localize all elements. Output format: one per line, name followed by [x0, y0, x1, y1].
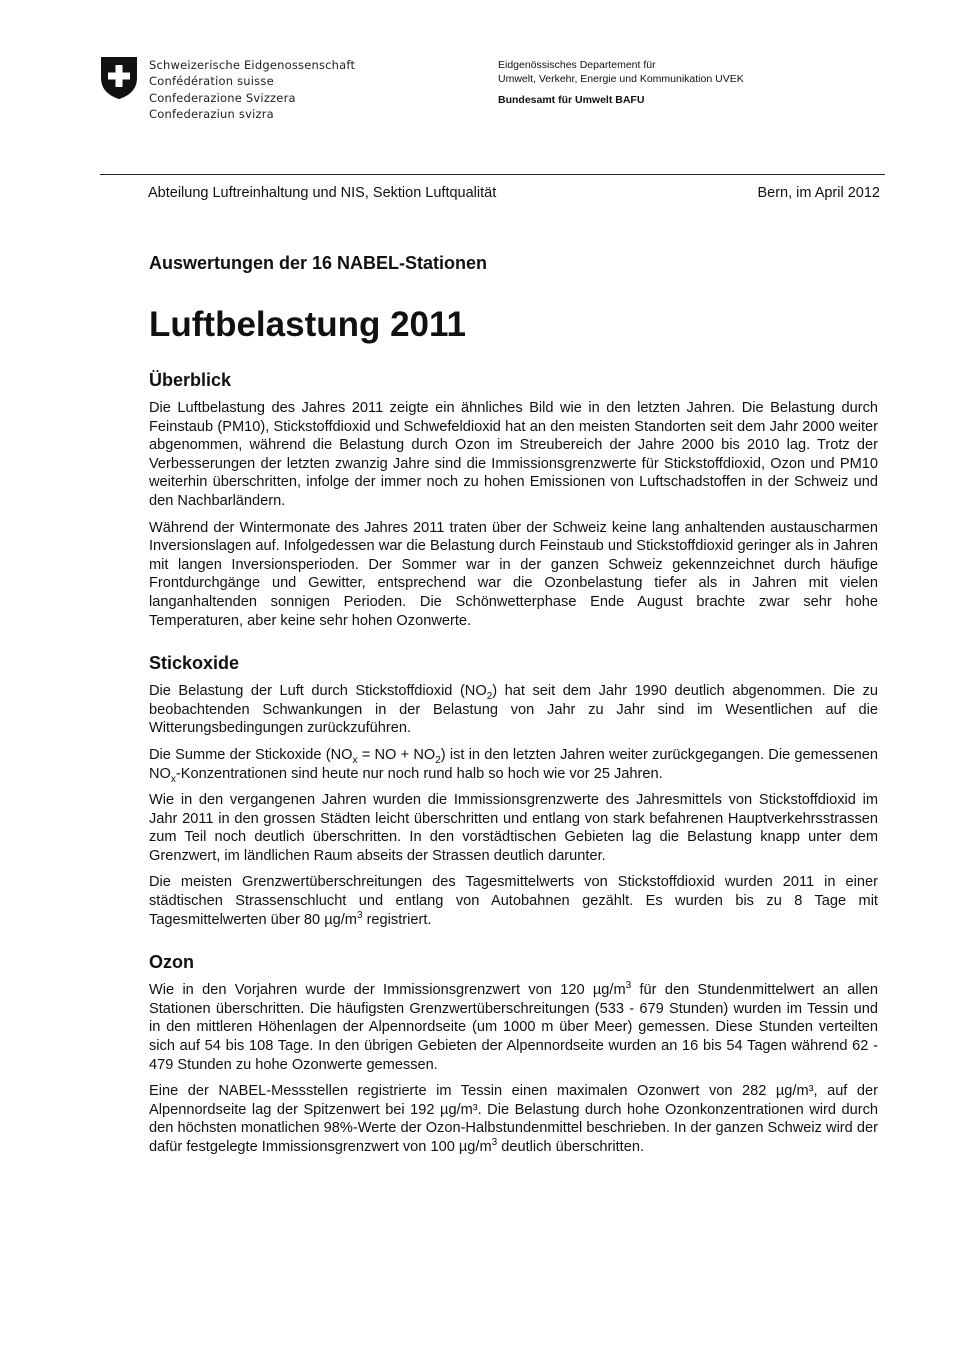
text-run: Wie in den Vorjahren wurde der Immissionsgrenzwert von 120 µg/m: [149, 982, 626, 999]
paragraph: Wie in den vergangenen Jahren wurden die Immissionsgrenzwerte des Jahresmittels von Stickstoffdioxid im Jahr 2011 in den grossen Städten leicht überschritten und entlang von stark befahrenen Hauptverkehrsstrassen zum Teil noch deutlich überschritten. In den vorstädtischen Gebieten lag die Belastung knapp unter dem Grenzwert, im ländlichen Raum abseits der Strassen deutlich darunter.: [149, 792, 878, 864]
section-ozone: [149, 951, 878, 1156]
paragraph: [149, 873, 878, 929]
text-run: -Konzentrationen sind heute nur noch rund halb so hoch wie vor 25 Jahren.: [175, 765, 663, 782]
paragraph: Die Luftbelastung des Jahres 2011 zeigte ein ähnliches Bild wie in den letzten Jahren. Die Belastung durch Feinstaub (PM10), Stickstoffdioxid und Schwefeldioxid hat an den meisten Standorten seit dem Jahr 2000 weiter abgenommen, während die Belastung durch Ozon im Streubereich der Jahre 2000 bis 2010 lag. Trotz der Verbesserungen der letzten zwanzig Jahre sind die Immissionsgrenzwerte für Stickstoffdioxid, Ozon und PM10 weiterhin überschritten, infolge der immer noch zu hohen Emissionen von Luftschadstoffen in der Schweiz und den Nachbarländern.: [149, 400, 878, 509]
paragraph: [149, 746, 878, 783]
text-run: Die Belastung der Luft durch Stickstoffdioxid (NO: [149, 683, 487, 700]
superscript: 3: [356, 909, 363, 921]
document-body: [149, 252, 878, 1165]
superscript: 3: [491, 1137, 498, 1149]
swiss-coat-of-arms-logo: [100, 56, 138, 105]
division-label: Abteilung Luftreinhaltung und NIS, Sektion Luftqualität: [148, 185, 497, 201]
section-heading-ozone: Ozon: [149, 952, 194, 973]
office-name: Bundesamt für Umwelt BAFU: [498, 94, 645, 106]
department-block: [498, 59, 744, 108]
text-run: registriert.: [362, 911, 432, 928]
text-run: ) ist in den letzten Jahren weiter zurückgegangen. Die gemessenen NO: [149, 746, 878, 782]
subscript: 2: [435, 754, 441, 766]
text-run: ) hat seit dem Jahr 1990 deutlich abgenommen. Die zu beobachtenden Schwankungen in der Belastung von Jahr zu Jahr sind im Wesentlichen auf die Witterungsbedingungen zurückzuführen.: [149, 683, 878, 737]
text-run: für den Stundenmittelwert an allen Stationen überschritten. Die häufigsten Grenzwertüberschreitungen (533 - 679 Stunden) wurden im Tessin und in den mittleren Höhenlagen der Alpennordseite (um 1000 m über Meer) gemessen. Diese Stunden verteilten sich auf 54 bis 108 Tage. In den übrigen Gebieten der Alpennordseite wurden an 16 bis 54 Tagen während 62 - 479 Stunden zu hohe Ozonwerte gemessen.: [149, 982, 878, 1073]
paragraph: [149, 981, 878, 1074]
superscript: 3: [625, 980, 632, 992]
text-run: Die meisten Grenzwertüberschreitungen des Tagesmittelwerts von Stickstoffdioxid wurden 2011 in einer städtischen Strassenschlucht und entlang von Autobahnen gezählt. Es wurden bis zu 8 Tage mit Tagesmittelwerten über 80 µg/m: [149, 874, 878, 928]
section-heading-overview: Überblick: [149, 370, 232, 390]
confederation-line-de: Schweizerische Eidgenossenschaft: [149, 58, 356, 72]
subscript: x: [170, 773, 176, 785]
section-overview: [149, 369, 878, 630]
paragraph: [149, 1082, 878, 1156]
text-run: Eine der NABEL-Messstellen registrierte im Tessin einen maximalen Ozonwert von 282 µg/m³, auf der Alpennordseite lag der Spitzenwert bei 192 µg/m³. Die Belastung durch hohe Ozonkonzentrationen wird durch den höchsten monatlichen 98%-Werte der Ozon-Halbstundenmittel beschrieben. In der ganzen Schweiz wird der dafür festgelegte Immissionsgrenzwert von 100 µg/m: [149, 1083, 878, 1155]
confederation-line-fr: Confédération suisse: [149, 74, 274, 89]
subscript: 2: [486, 691, 493, 703]
section-heading-nitrogen-oxides: Stickoxide: [149, 653, 240, 674]
paragraph: Während der Wintermonate des Jahres 2011 traten über der Schweiz keine lang anhaltenden austauscharmen Inversionslagen auf. Infolgedessen war die Belastung durch Feinstaub und Stickstoffdioxid geringer als in Jahren mit langen Inversionsperioden. Der Sommer war in der ganzen Schweiz gekennzeichnet durch häufige Frontdurchgänge und Gewitter, entsprechend war die Ozonbelastung tiefer als in Jahren mit vielen langanhaltenden sonnigen Perioden. Die Schönwetterphase Ende August brachte zwar sehr hohe Temperaturen, aber keine sehr hohen Ozonwerte.: [149, 519, 878, 629]
paragraph: [149, 682, 878, 738]
confederation-line-it: Confederazione Svizzera: [149, 90, 296, 105]
section-nitrogen-oxides: [149, 652, 878, 929]
confederation-line-rm: Confederaziun svizra: [149, 107, 274, 122]
department-line-2: Umwelt, Verkehr, Energie und Kommunikation UVEK: [498, 72, 744, 85]
subscript: x: [352, 754, 358, 766]
confederation-names: [149, 57, 355, 123]
document-date: Bern, im April 2012: [757, 185, 880, 201]
department-line-1: Eidgenössisches Departement für: [498, 59, 656, 71]
text-run: = NO + NO: [357, 746, 436, 763]
document-title: Luftbelastung 2011: [149, 305, 467, 344]
document-subtitle: Auswertungen der 16 NABEL-Stationen: [149, 253, 488, 273]
text-run: deutlich überschritten.: [497, 1139, 645, 1155]
header-divider: [100, 174, 885, 175]
text-run: Die Summe der Stickoxide (NO: [149, 746, 353, 763]
